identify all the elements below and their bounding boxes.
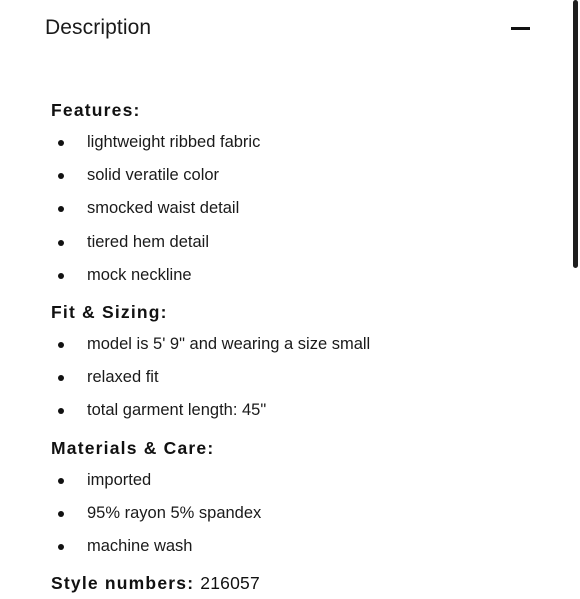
list-item-text: solid veratile color bbox=[87, 166, 220, 185]
style-numbers-heading bbox=[0, 568, 570, 599]
bullet-icon bbox=[58, 206, 64, 212]
list-item-text: tiered hem detail bbox=[87, 232, 209, 251]
list-item bbox=[0, 192, 570, 225]
bullet-icon bbox=[58, 375, 64, 381]
list-item bbox=[0, 394, 570, 427]
minus-icon[interactable] bbox=[511, 18, 531, 38]
style-number-value: 216057 bbox=[200, 573, 260, 594]
description-content bbox=[0, 95, 570, 599]
fit-sizing-heading: Fit & Sizing: bbox=[51, 301, 168, 322]
list-item bbox=[0, 497, 570, 530]
minus-icon-bar bbox=[511, 27, 530, 30]
bullet-icon bbox=[58, 273, 64, 279]
list-item-text: mock neckline bbox=[87, 265, 192, 284]
bullet-icon bbox=[58, 478, 64, 484]
materials-care-heading: Materials & Care: bbox=[51, 437, 215, 458]
list-item-text: model is 5' 9" and wearing a size small bbox=[87, 334, 371, 353]
bullet-icon bbox=[58, 342, 64, 348]
list-item-text: smocked waist detail bbox=[87, 199, 240, 218]
list-item bbox=[0, 361, 570, 394]
scrollbar-thumb[interactable] bbox=[573, 0, 578, 268]
list-item bbox=[0, 226, 570, 259]
list-item bbox=[0, 126, 570, 159]
list-item-text: machine wash bbox=[87, 536, 193, 555]
bullet-icon bbox=[58, 511, 64, 517]
list-item bbox=[0, 464, 570, 497]
materials-care-list bbox=[0, 464, 570, 564]
description-accordion-header[interactable] bbox=[0, 0, 570, 58]
bullet-icon bbox=[58, 408, 64, 414]
bullet-icon bbox=[58, 240, 64, 246]
bullet-icon bbox=[58, 140, 64, 146]
list-item bbox=[0, 259, 570, 292]
list-item bbox=[0, 328, 570, 361]
accordion-title: Description bbox=[45, 16, 152, 39]
bullet-icon bbox=[58, 544, 64, 550]
style-numbers-label: Style numbers: bbox=[51, 573, 195, 594]
list-item-text: relaxed fit bbox=[87, 368, 159, 387]
features-list bbox=[0, 126, 570, 292]
list-item-text: total garment length: 45" bbox=[87, 401, 267, 420]
list-item bbox=[0, 530, 570, 563]
list-item-text: lightweight ribbed fabric bbox=[87, 133, 261, 151]
list-item-text: 95% rayon 5% spandex bbox=[87, 503, 262, 522]
fit-sizing-list bbox=[0, 328, 570, 428]
features-heading: Features: bbox=[51, 100, 141, 120]
list-item bbox=[0, 159, 570, 192]
scrollbar[interactable] bbox=[572, 0, 580, 580]
list-item-text: imported bbox=[87, 470, 152, 489]
bullet-icon bbox=[58, 173, 64, 179]
